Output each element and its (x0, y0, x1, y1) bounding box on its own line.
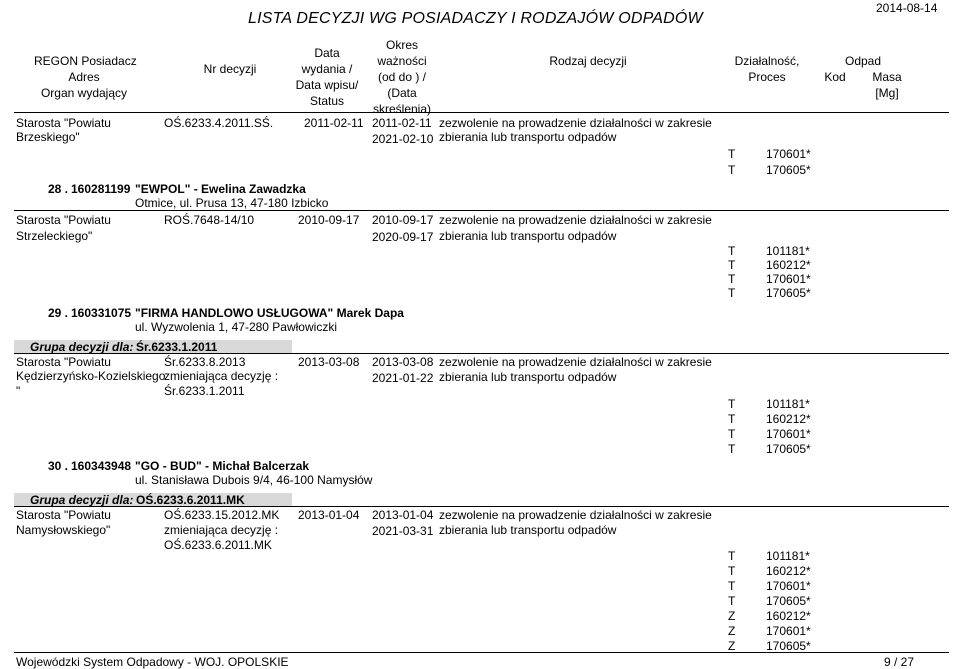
row-divider (14, 210, 949, 211)
col-header-odpad: Odpad (844, 54, 882, 68)
odpad-row: T 101181* (728, 549, 810, 563)
odpad-row: T 160212* (728, 258, 811, 272)
row-divider (14, 506, 949, 507)
posiadacz-number: 28 . (48, 182, 69, 196)
posiadacz-name: "GO - BUD" - Michał Balcerzak (135, 459, 310, 473)
okres-do: 2021-02-10 (372, 132, 434, 146)
grupa-decyzji-value: OŚ.6233.6.2011.MK (136, 493, 245, 507)
odpad-row: T 170605* (728, 286, 811, 300)
odpad-row: T 101181* (728, 244, 810, 258)
organ-wydajacy: Starosta "Powiatu Kędzierzyńsko-Kozielskiego " (16, 355, 166, 398)
col-header-okres: Okres ważności (od do ) / (Data skreślenia) (372, 38, 432, 116)
footer-divider (14, 652, 949, 653)
col-header-kod: Kod (824, 70, 846, 84)
report-date: 2014-08-14 (876, 1, 938, 15)
posiadacz-regon: 160343948 (71, 459, 132, 473)
odpad-row: T 170605* (728, 594, 811, 608)
odpad-row: T 170601* (728, 147, 811, 161)
nr-decyzji: ROŚ.7648-14/10 (164, 213, 255, 227)
data-wydania: 2011-02-11 (304, 116, 364, 130)
col-header-masa: Masa [Mg] (872, 70, 902, 100)
header-divider (14, 112, 949, 113)
odpad-row: T 160212* (728, 564, 811, 578)
okres-od: 2010-09-17 (372, 213, 434, 227)
data-wydania: 2013-03-08 (298, 355, 360, 369)
col-header-dzialalnosc: Działalność, Proces (734, 54, 800, 84)
footer-system: Wojewódzki System Odpadowy - WOJ. OPOLSKIE (16, 655, 289, 669)
odpad-list (728, 549, 811, 654)
odpad-row: T 170601* (728, 427, 811, 441)
odpad-row: Z 170605* (728, 639, 811, 653)
grupa-decyzji-value: Śr.6233.1.2011 (136, 340, 218, 354)
col-header-regon: REGON Posiadacz Adres Organ wydający (34, 54, 137, 100)
grupa-decyzji-label: Grupa decyzji dla: (30, 493, 134, 507)
posiadacz-number: 29 . (48, 306, 69, 320)
okres-od: 2013-01-04 (372, 508, 434, 522)
posiadacz-name: "FIRMA HANDLOWO USŁUGOWA" Marek Dapa (135, 306, 404, 320)
okres-od: 2011-02-11 (372, 116, 432, 130)
odpad-row: T 160212* (728, 412, 811, 426)
grupa-decyzji-label: Grupa decyzji dla: (30, 340, 134, 354)
data-wydania: 2013-01-04 (298, 508, 360, 522)
page-number: 9 / 27 (884, 655, 915, 669)
nr-decyzji: Śr.6233.8.2013 zmieniająca decyzję : Śr.6233.1.2011 (164, 355, 279, 398)
col-header-rodzaj: Rodzaj decyzji (549, 54, 627, 68)
okres-do: 2020-09-17 (372, 230, 434, 244)
odpad-list (728, 244, 811, 300)
posiadacz-address: Otmice, ul. Prusa 13, 47-180 Izbicko (135, 196, 329, 210)
rodzaj-decyzji: zezwolenie na prowadzenie działalności w zakresie zbierania lub transportu odpadów (439, 116, 712, 144)
odpad-list (728, 397, 811, 457)
odpad-row: T 170601* (728, 579, 811, 593)
organ-wydajacy: Starosta "Powiatu Namysłowskiego" (16, 508, 111, 537)
col-header-nr: Nr decyzji (203, 62, 257, 76)
posiadacz-address: ul. Stanisława Dubois 9/4, 46-100 Namysłów (135, 473, 373, 487)
okres-od: 2013-03-08 (372, 355, 434, 369)
okres-do: 2021-03-31 (372, 524, 434, 538)
nr-decyzji: OŚ.6233.15.2012.MK zmieniająca decyzję : OŚ.6233.6.2011.MK (164, 508, 280, 552)
rodzaj-decyzji: zezwolenie na prowadzenie działalności w zakresie zbierania lub transportu odpadów (439, 508, 712, 537)
rodzaj-decyzji: zezwolenie na prowadzenie działalności w zakresie zbierania lub transportu odpadów (439, 213, 712, 243)
organ-wydajacy: Starosta "Powiatu Strzeleckiego" (16, 213, 111, 243)
nr-decyzji: OŚ.6233.4.2011.SŚ. (164, 116, 274, 130)
posiadacz-regon: 160331075 (71, 306, 132, 320)
posiadacz-number: 30 . (48, 459, 69, 473)
okres-do: 2021-01-22 (372, 371, 434, 385)
data-wydania: 2010-09-17 (298, 213, 360, 227)
odpad-row: Z 160212* (728, 609, 811, 623)
page-title: LISTA DECYZJI WG POSIADACZY I RODZAJÓW ODPADÓW (248, 10, 703, 27)
col-header-data: Data wydania / Data wpisu/ Status (295, 46, 359, 108)
organ-wydajacy: Starosta "Powiatu Brzeskiego" (16, 116, 111, 144)
odpad-row: Z 170601* (728, 624, 811, 638)
posiadacz-address: ul. Wyzwolenia 1, 47-280 Pawłowiczki (135, 320, 337, 334)
odpad-row: T 170605* (728, 163, 811, 177)
posiadacz-regon: 160281199 (71, 182, 131, 196)
row-divider (14, 353, 949, 354)
rodzaj-decyzji: zezwolenie na prowadzenie działalności w zakresie zbierania lub transportu odpadów (439, 355, 712, 384)
odpad-row: T 170601* (728, 272, 811, 286)
odpad-row: T 170605* (728, 442, 811, 456)
odpad-row: T 101181* (728, 397, 810, 411)
odpad-list (728, 147, 811, 179)
posiadacz-name: "EWPOL" - Ewelina Zawadzka (135, 182, 306, 196)
